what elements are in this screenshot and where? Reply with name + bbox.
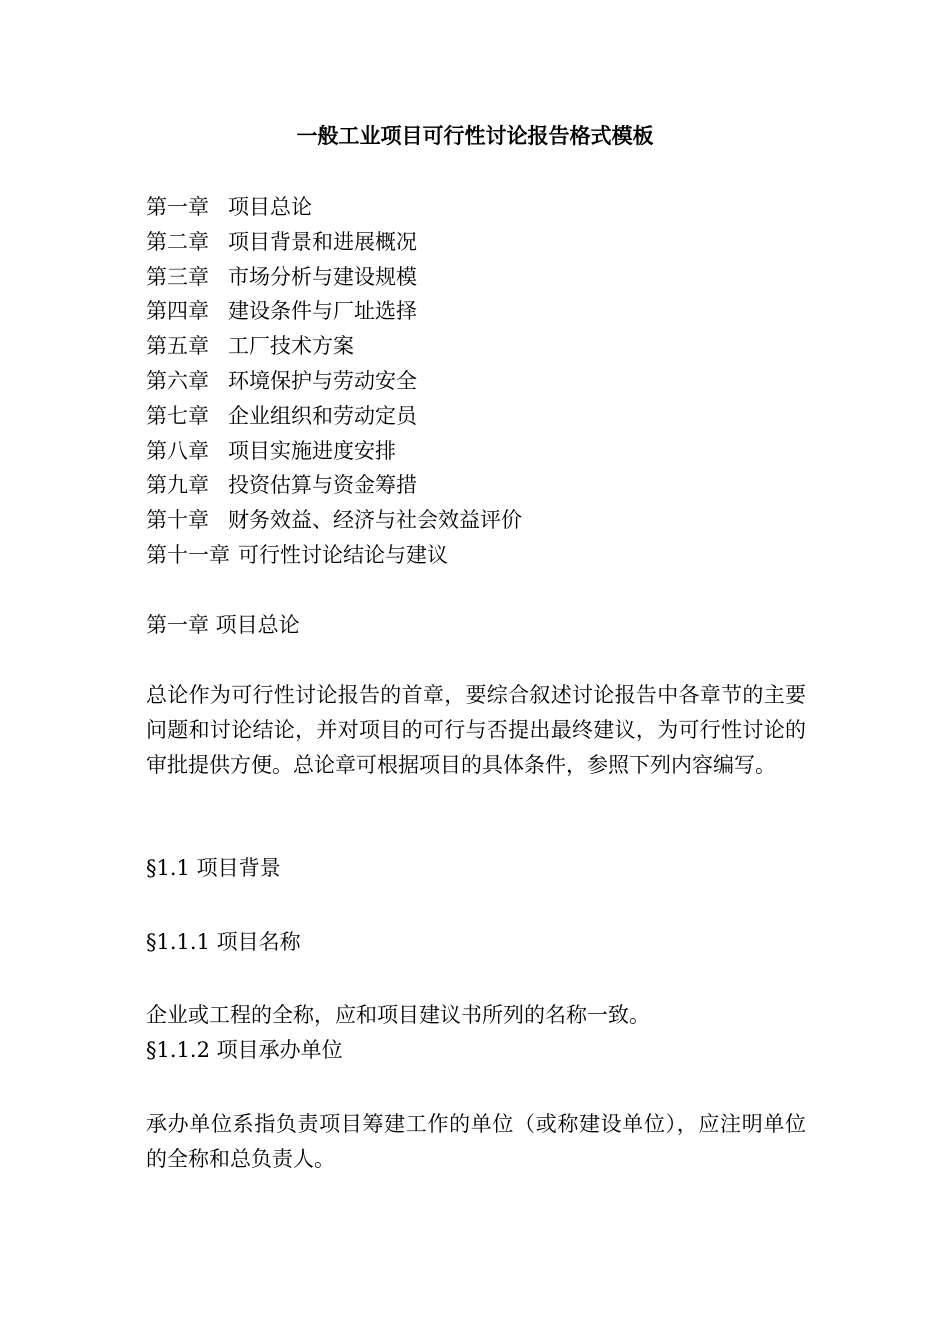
toc-chapter-title: 项目背景和进展概况 [228,229,417,254]
toc-item [146,399,826,434]
toc-chapter-title: 建设条件与厂址选择 [228,299,417,324]
toc-chapter-title: 工厂技术方案 [228,334,354,359]
toc-chapter-number: 第六章 [146,368,209,393]
toc-chapter-title: 环境保护与劳动安全 [228,368,417,393]
toc-chapter-title: 投资估算与资金筹措 [228,473,417,498]
toc-item [146,294,826,329]
toc-chapter-number: 第十一章 [146,542,230,567]
toc-chapter-number: 第九章 [146,473,209,498]
toc-item [146,503,826,538]
toc-chapter-title: 可行性讨论结论与建议 [238,542,448,567]
undertaking-unit-paragraph: 承办单位系指负责项目筹建工作的单位（或称建设单位），应注明单位的全称和总负责人。 [146,1112,806,1171]
toc-item [146,364,826,399]
toc-chapter-title: 财务效益、经济与社会效益评价 [228,508,522,533]
toc-chapter-number: 第七章 [146,403,209,428]
toc-chapter-number: 第四章 [146,299,209,324]
toc-item [146,225,826,260]
section-heading: §1.1 项目背景 [146,856,281,880]
chapter-heading: 第一章 项目总论 [146,613,300,637]
subsection-heading-project-name: §1.1.1 项目名称 [146,930,301,954]
toc-item [146,329,826,364]
toc-item [146,260,826,295]
toc-chapter-number: 第十章 [146,508,209,533]
toc-chapter-title: 市场分析与建设规模 [228,264,417,289]
toc-chapter-number: 第一章 [146,195,209,219]
subsection-heading-undertaking-unit: §1.1.2 项目承办单位 [146,1038,343,1062]
toc-chapter-number: 第三章 [146,264,209,289]
document-title: 一般工业项目可行性讨论报告格式模板 [296,123,654,148]
toc-item [146,468,826,503]
toc-chapter-number: 第八章 [146,438,209,463]
chapter-intro-paragraph: 总论作为可行性讨论报告的首章，要综合叙述讨论报告中各章节的主要问题和讨论结论，并对项目的可行与否提出最终建议，为可行性讨论的审批提供方便。总论章可根据项目的具体条件，参照下列内容编写。 [146,683,806,777]
project-name-paragraph: 企业或工程的全称，应和项目建议书所列的名称一致。 [146,1003,650,1027]
table-of-contents [146,190,826,573]
toc-item [146,190,826,225]
toc-chapter-title: 项目实施进度安排 [228,438,396,463]
toc-item [146,538,826,573]
toc-item [146,434,826,469]
toc-chapter-title: 企业组织和劳动定员 [228,403,417,428]
toc-chapter-number: 第二章 [146,229,209,254]
toc-chapter-number: 第五章 [146,334,209,359]
toc-chapter-title: 项目总论 [228,195,312,219]
